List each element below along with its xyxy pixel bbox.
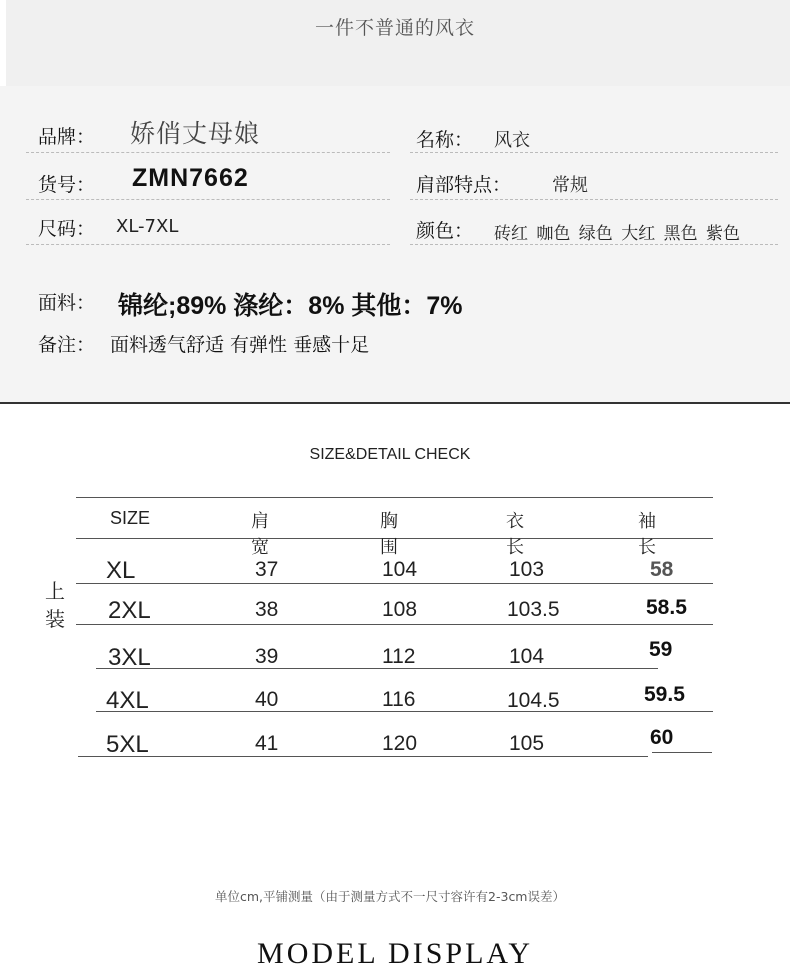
size-range-label: 尺码： bbox=[38, 218, 96, 240]
table-rule-row-1 bbox=[76, 583, 713, 584]
side-label-char-1: 上 bbox=[45, 579, 65, 603]
table-cell-length: 104.5 bbox=[507, 689, 560, 712]
brand-label: 品牌： bbox=[38, 126, 96, 148]
column-header-chest: 胸围 bbox=[380, 511, 398, 558]
table-cell-shoulder: 40 bbox=[255, 688, 279, 711]
table-rule-top bbox=[76, 497, 713, 498]
fabric-label: 面料： bbox=[38, 292, 96, 314]
table-cell-sleeve: 58 bbox=[650, 558, 674, 581]
model-display-heading: MODEL DISPLAY bbox=[257, 937, 533, 970]
table-cell-chest: 104 bbox=[382, 558, 418, 581]
table-cell-sleeve: 58.5 bbox=[646, 596, 687, 619]
column-header-length: 衣长 bbox=[506, 511, 524, 558]
fabric-value: 锦纶;89% 涤纶：8% 其他：7% bbox=[118, 292, 463, 320]
column-header-shoulder: 肩宽 bbox=[251, 511, 269, 558]
table-cell-shoulder: 41 bbox=[255, 732, 279, 755]
table-rule-row-5-end bbox=[652, 752, 712, 753]
table-rule-row-3 bbox=[96, 668, 658, 669]
table-cell-length: 105 bbox=[509, 732, 545, 755]
table-cell-size: XL bbox=[106, 557, 136, 584]
table-cell-length: 103 bbox=[509, 558, 545, 581]
table-cell-sleeve: 59 bbox=[649, 638, 673, 661]
banner-title: 一件不普通的风衣 bbox=[314, 17, 475, 39]
color-divider bbox=[410, 244, 778, 245]
color-value: 砖红 咖色 绿色 大红 黑色 紫色 bbox=[494, 224, 741, 244]
table-cell-shoulder: 39 bbox=[255, 645, 279, 668]
table-cell-size: 2XL bbox=[108, 597, 151, 624]
side-label-top bbox=[42, 577, 68, 633]
name-divider bbox=[410, 152, 778, 153]
shoulder-divider bbox=[410, 199, 778, 200]
brand-divider bbox=[26, 152, 390, 153]
table-cell-size: 4XL bbox=[106, 687, 149, 714]
column-header-size: SIZE bbox=[110, 508, 151, 528]
brand-value: 娇俏丈母娘 bbox=[130, 119, 261, 148]
table-cell-chest: 116 bbox=[382, 688, 416, 711]
color-label: 颜色： bbox=[416, 220, 474, 242]
table-cell-chest: 112 bbox=[382, 645, 416, 668]
product-name-value: 风衣 bbox=[494, 130, 530, 151]
table-cell-sleeve: 59.5 bbox=[644, 683, 685, 706]
size-range-value: XL-7XL bbox=[116, 216, 179, 237]
product-name-label: 名称： bbox=[416, 129, 474, 151]
table-cell-shoulder: 37 bbox=[255, 558, 279, 581]
table-cell-length: 103.5 bbox=[507, 598, 560, 621]
table-cell-chest: 120 bbox=[382, 732, 418, 755]
code-divider bbox=[26, 199, 390, 200]
table-cell-sleeve: 60 bbox=[650, 726, 674, 749]
size-range-divider bbox=[26, 244, 390, 245]
shoulder-value: 常规 bbox=[552, 175, 588, 196]
shoulder-label: 肩部特点： bbox=[416, 174, 512, 196]
measurement-footnote: 单位cm,平铺测量（由于测量方式不一尺寸容许有2-3cm误差） bbox=[215, 889, 565, 904]
item-code-value: ZMN7662 bbox=[132, 164, 249, 192]
table-cell-size: 5XL bbox=[106, 731, 149, 758]
table-rule-row-2 bbox=[76, 624, 713, 625]
table-cell-chest: 108 bbox=[382, 598, 418, 621]
remark-value: 面料透气舒适 有弹性 垂感十足 bbox=[110, 334, 370, 356]
item-code-label: 货号： bbox=[38, 174, 96, 196]
table-rule-row-5 bbox=[78, 756, 648, 757]
table-cell-size: 3XL bbox=[108, 644, 151, 671]
section-divider bbox=[0, 402, 790, 404]
table-cell-length: 104 bbox=[509, 645, 545, 668]
side-label-char-2: 装 bbox=[45, 607, 65, 631]
remark-label: 备注： bbox=[38, 334, 96, 356]
column-header-sleeve: 袖长 bbox=[638, 511, 656, 558]
size-chart-heading: SIZE&DETAIL CHECK bbox=[309, 446, 471, 463]
table-cell-shoulder: 38 bbox=[255, 598, 279, 621]
